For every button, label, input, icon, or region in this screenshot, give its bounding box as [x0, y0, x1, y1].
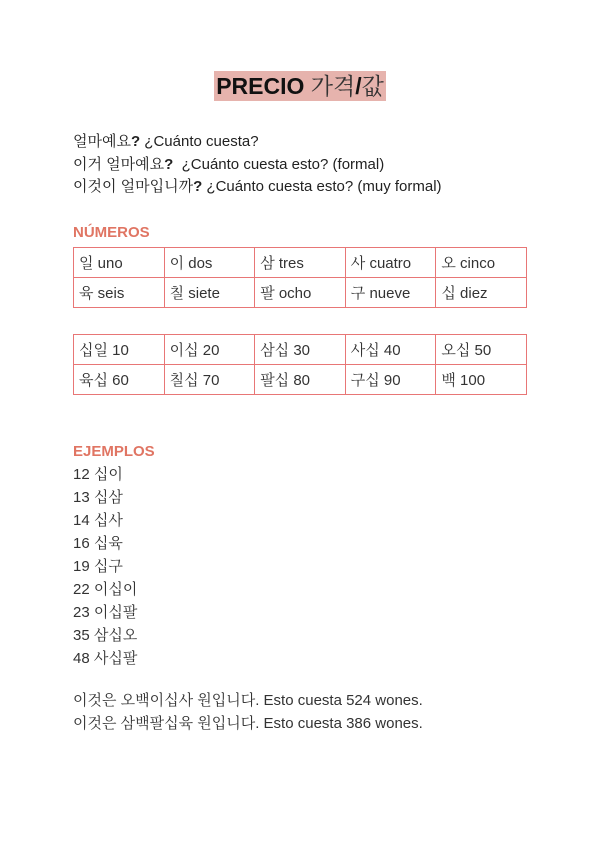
title-korean-2: 값 [361, 73, 384, 99]
table-row [74, 335, 527, 365]
list-item: 35 삼십오 [73, 627, 138, 644]
list-item: 48 사십팔 [73, 650, 138, 667]
title-main: PRECIO [216, 73, 305, 99]
numbers-heading: NÚMEROS [73, 224, 150, 241]
table-cell: 이 dos [164, 248, 255, 278]
table-cell: 팔십 80 [255, 365, 346, 395]
table-cell: 이십 20 [164, 335, 255, 365]
list-item: 12 십이 [73, 466, 123, 483]
examples-list [73, 463, 137, 670]
table-cell: 육 seis [74, 278, 165, 308]
table-cell: 일 uno [74, 248, 165, 278]
table-cell: 구십 90 [345, 365, 436, 395]
table-cell: 칠십 70 [164, 365, 255, 395]
list-item: 13 십삼 [73, 489, 123, 506]
question-line: 얼마예요? ¿Cuánto cuesta? [73, 133, 259, 150]
list-item: 23 이십팔 [73, 604, 138, 621]
table-row [74, 248, 527, 278]
page-title [0, 72, 600, 101]
table-cell: 백 100 [436, 365, 527, 395]
table-cell: 사십 40 [345, 335, 436, 365]
table-cell: 사 cuatro [345, 248, 436, 278]
numbers-table-1 [73, 247, 527, 308]
question-line: 이것이 얼마입니까? ¿Cuánto cuesta esto? (muy formal) [73, 178, 442, 195]
example-sentences [73, 689, 423, 735]
table-cell: 오 cinco [436, 248, 527, 278]
title-korean: 가격 [310, 73, 356, 99]
table-cell: 십일 10 [74, 335, 165, 365]
table-cell: 육십 60 [74, 365, 165, 395]
table-row [74, 365, 527, 395]
list-item: 16 십육 [73, 535, 123, 552]
sentence: 이것은 오백이십사 원입니다. Esto cuesta 524 wones. [73, 692, 423, 709]
question-line: 이거 얼마예요? ¿Cuánto cuesta esto? (formal) [73, 156, 385, 173]
table-cell: 구 nueve [345, 278, 436, 308]
list-item: 19 십구 [73, 558, 123, 575]
table-cell: 십 diez [436, 278, 527, 308]
table-cell: 오십 50 [436, 335, 527, 365]
table-cell: 팔 ocho [255, 278, 346, 308]
table-cell: 칠 siete [164, 278, 255, 308]
list-item: 22 이십이 [73, 581, 138, 598]
table-cell: 삼십 30 [255, 335, 346, 365]
table-cell: 삼 tres [255, 248, 346, 278]
list-item: 14 십사 [73, 512, 123, 529]
numbers-table-2 [73, 334, 527, 395]
sentence: 이것은 삼백팔십육 원입니다. Esto cuesta 386 wones. [73, 715, 423, 732]
title-separator: / [355, 73, 362, 99]
examples-heading: EJEMPLOS [73, 443, 155, 460]
table-row [74, 278, 527, 308]
